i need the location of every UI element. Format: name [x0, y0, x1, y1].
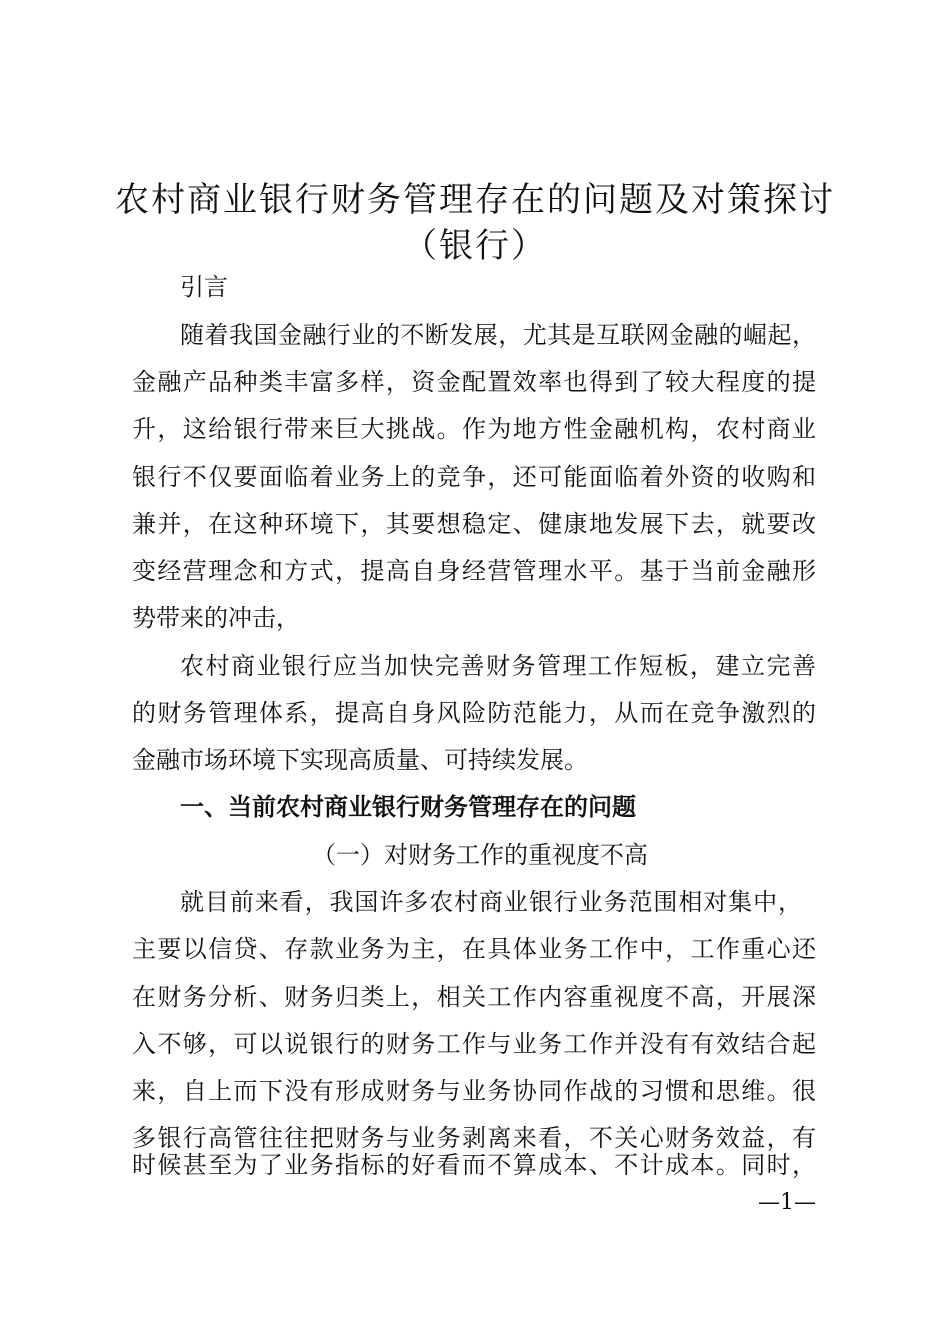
- paragraph-line: 入不够，可以说银行的财务工作与业务工作并没有有效结合起: [132, 1030, 816, 1058]
- document-title: 农村商业银行财务管理存在的问题及对策探讨: [115, 180, 835, 220]
- paragraph-line: 时候甚至为了业务指标的好看而不算成本、不计成本。同时，: [132, 1151, 816, 1179]
- paragraph-line: 金融产品种类丰富多样，资金配置效率也得到了较大程度的提: [132, 368, 816, 396]
- section-label-intro: 引言: [180, 273, 228, 301]
- paragraph-line: 多银行高管往往把财务与业务剥离来看，不关心财务效益，有: [132, 1124, 816, 1152]
- paragraph-line: 随着我国金融行业的不断发展，尤其是互联网金融的崛起，: [180, 321, 816, 349]
- paragraph-line: 在财务分析、财务归类上，相关工作内容重视度不高，开展深: [132, 983, 816, 1011]
- paragraph-line: 的财务管理体系，提高自身风险防范能力，从而在竞争激烈的: [132, 699, 816, 727]
- subsection-heading: （一）对财务工作的重视度不高: [312, 841, 648, 869]
- paragraph-line: 金融市场环境下实现高质量、可持续发展。: [132, 746, 588, 774]
- document-subtitle: （银行）: [403, 226, 547, 266]
- paragraph-line: 银行不仅要面临着业务上的竞争，还可能面临着外资的收购和: [132, 463, 816, 491]
- paragraph-line: 势带来的冲击，: [132, 604, 300, 632]
- paragraph-line: 升，这给银行带来巨大挑战。作为地方性金融机构，农村商业: [132, 415, 816, 443]
- section-heading: 一、当前农村商业银行财务管理存在的问题: [180, 793, 636, 821]
- paragraph-line: 来，自上而下没有形成财务与业务协同作战的习惯和思维。很: [132, 1077, 816, 1105]
- page-number: —1—: [758, 1190, 816, 1215]
- paragraph-line: 主要以信贷、存款业务为主，在具体业务工作中，工作重心还: [132, 935, 816, 963]
- paragraph-line: 农村商业银行应当加快完善财务管理工作短板，建立完善: [180, 652, 816, 680]
- paragraph-line: 变经营理念和方式，提高自身经营管理水平。基于当前金融形: [132, 557, 816, 585]
- paragraph-line: 就目前来看，我国许多农村商业银行业务范围相对集中，: [180, 888, 802, 916]
- paragraph-line: 兼并，在这种环境下，其要想稳定、健康地发展下去，就要改: [132, 510, 816, 538]
